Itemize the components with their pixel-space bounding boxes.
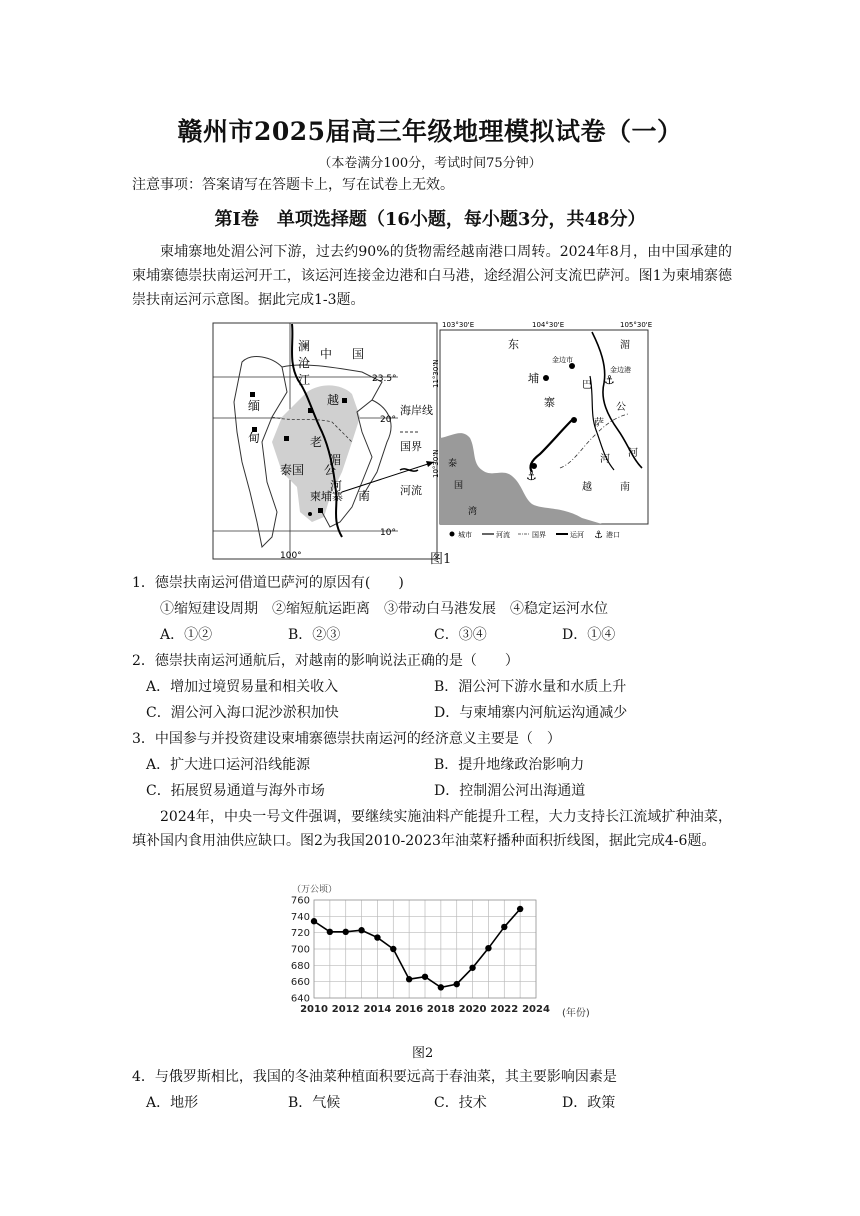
map-right-label: 金边市 (552, 356, 573, 364)
chart-ytick-label: 700 (290, 944, 310, 956)
map-right-label: 寨 (544, 396, 555, 409)
chart-xlabel: (年份) (562, 1008, 590, 1019)
question-4-option-d: D．政策 (562, 1095, 616, 1111)
chart-ytick-label: 720 (290, 928, 310, 940)
legend-river: 河流 (496, 531, 510, 539)
chart-data-point (390, 946, 396, 952)
question-2-option-d: D．与柬埔寨内河航运沟通减少 (434, 705, 628, 721)
question-4-option-c: C．技术 (434, 1095, 487, 1111)
lat-label: 11°30'N (432, 359, 440, 388)
chart-data-point (422, 974, 428, 980)
chart-data-point (485, 945, 491, 951)
chart-data-point (327, 929, 333, 935)
chart-data-point (358, 927, 364, 933)
question-4-stem: 4．与俄罗斯相比，我国的冬油菜种植面积要远高于春油菜，其主要影响因素是 (132, 1069, 617, 1085)
chart-xtick-label: 2014 (363, 1004, 392, 1015)
map-right-label: 金边港 (610, 366, 631, 374)
lat-label: 20° (380, 415, 396, 425)
map-left-label: 中 (320, 347, 333, 361)
legend-city: 城市 (458, 531, 472, 539)
chart-xtick-label: 2018 (426, 1004, 455, 1015)
chart-xtick-label: 2024 (522, 1004, 550, 1015)
map-left-label: 江 (298, 373, 311, 387)
map-right-label: 白马港 (496, 462, 517, 470)
chart-data-point (311, 918, 317, 924)
map-left-label: 甸 (248, 431, 261, 445)
legend-canal: 运河 (570, 531, 584, 539)
map-left-label: 老 (310, 435, 323, 449)
map-right-label: 国 (454, 481, 464, 491)
chart-data-point (517, 906, 523, 912)
map-left-label: 河 (330, 479, 343, 493)
question-1-stem: 1．德崇扶南运河借道巴萨河的原因有( ) (132, 575, 404, 591)
map-right-label: 埔 (528, 372, 539, 385)
map-left-label: 国 (352, 347, 365, 361)
lat-label: 10°30'N (432, 449, 440, 478)
question-1-option-c: C．③④ (434, 627, 487, 643)
notice: 注意事项：答案请写在答题卡上，写在试卷上无效。 (132, 177, 454, 193)
lat-label: 10° (380, 528, 396, 538)
map-left-label: 越 (327, 393, 340, 407)
chart-data-point (501, 924, 507, 930)
question-1-statements: ①缩短建设周期 ②缩短航运距离 ③带动白马港发展 ④稳定运河水位 (160, 601, 608, 617)
section-heading: 第Ⅰ卷 单项选择题（16小题，每小题3分，共48分） (214, 209, 646, 230)
chart-ytick-label: 640 (290, 993, 310, 1005)
chart-xtick-label: 2010 (300, 1004, 328, 1015)
legend-river: 河流 (400, 484, 422, 497)
lon-label: 104°30'E (532, 321, 565, 329)
chart-xtick-label: 2012 (331, 1004, 360, 1015)
chart-xtick-label: 2020 (458, 1004, 487, 1015)
question-4-option-a: A．地形 (146, 1095, 199, 1111)
legend-port: 港口 (606, 531, 620, 539)
legend-border: 国界 (400, 440, 422, 453)
question-4-option-b: B．气候 (288, 1095, 341, 1111)
anchor-icon: ⚓ (526, 469, 537, 483)
map-right-label: 河 (628, 448, 638, 459)
map-right (432, 318, 656, 548)
lon-label: 105°30'E (620, 321, 653, 329)
question-3-option-b: B．提升地缘政治影响力 (434, 757, 585, 773)
chart-ylabel: （万公顷） (292, 885, 338, 895)
question-2-stem: 2．德崇扶南运河通航后，对越南的影响说法正确的是（ ） (132, 653, 519, 669)
question-2-option-c: C．湄公河入海口泥沙淤积加快 (146, 705, 339, 721)
legend-border: 国界 (532, 531, 546, 539)
lon-label: 100° (280, 551, 302, 561)
question-1-option-d: D．①④ (562, 627, 616, 643)
map-right-label: 湄 (620, 340, 630, 351)
chart-xtick-label: 2022 (490, 1004, 519, 1015)
map-right-label: 东 (508, 338, 519, 351)
anchor-icon: ⚓ (604, 373, 615, 387)
chart-ytick-label: 760 (290, 895, 310, 907)
map-left-label: 柬埔寨 (310, 490, 343, 503)
figure-1-caption: 图1 (430, 552, 452, 567)
legend-coast: 海岸线 (400, 404, 433, 417)
map-left (212, 322, 438, 562)
question-3-option-c: C．拓展贸易通道与海外市场 (146, 783, 325, 799)
page-title: 赣州市2025届高三年级地理模拟试卷（一） (177, 117, 683, 146)
chart-data-point (454, 981, 460, 987)
chart-ytick-label: 680 (290, 960, 310, 972)
question-3-option-a: A．扩大进口运河沿线能源 (146, 757, 311, 773)
chart-data-point (438, 984, 444, 990)
question-1-option-a: A．①② (160, 627, 213, 643)
map-left-label: 湄 (329, 453, 342, 467)
anchor-icon: ⚓ (594, 530, 603, 541)
chart-data-point (343, 929, 349, 935)
chart-data-point (374, 934, 380, 940)
map-left-label: 缅 (248, 399, 261, 413)
chart-xtick-label: 2016 (395, 1004, 424, 1015)
map-right-label: 萨 (594, 418, 604, 429)
figure-2-caption: 图2 (412, 1046, 434, 1061)
map-right-label: 巴 (582, 380, 592, 391)
map-right-label: 越 (582, 482, 592, 493)
chart-ytick-label: 740 (290, 911, 310, 923)
passage-1: 柬埔寨地处湄公河下游，过去约90%的货物需经越南港口周转。2024年8月，由中国承建的柬埔寨德崇扶南运河开工，该运河连接金边港和白马港，途经湄公河支流巴萨河。图1为柬埔寨德崇扶南运河示意图。据此完成1-3题。 (132, 244, 732, 308)
question-3-option-d: D．控制湄公河出海通道 (434, 783, 586, 799)
map-left-label: 南 (358, 489, 371, 503)
chart-ytick-label: 660 (290, 977, 310, 989)
map-right-label: 泰 (448, 459, 458, 469)
map-left-label: 沧 (298, 356, 311, 370)
map-left-label: 泰国 (280, 463, 305, 477)
map-right-label: 河 (600, 454, 610, 465)
question-1-option-b: B．②③ (288, 627, 341, 643)
map-right-label: 南 (620, 482, 630, 493)
question-2-option-a: A．增加过境贸易量和相关收入 (146, 679, 339, 695)
chart-data-point (406, 976, 412, 982)
map-right-label: 湾 (468, 507, 478, 517)
chart-data-point (469, 965, 475, 971)
question-2-option-b: B．湄公河下游水量和水质上升 (434, 679, 627, 695)
map-right-label: 公 (616, 402, 626, 413)
map-left-label: 公 (324, 463, 337, 477)
exam-info: （本卷满分100分，考试时间75分钟） (318, 156, 542, 171)
question-3-stem: 3．中国参与并投资建设柬埔寨德崇扶南运河的经济意义主要是（ ） (132, 731, 561, 747)
lat-label: 23.5° (372, 374, 397, 384)
lon-label: 103°30'E (442, 321, 475, 329)
map-left-label: 澜 (298, 339, 311, 353)
passage-2: 2024年，中央一号文件强调，要继续实施油料产能提升工程，大力支持长江流域扩种油菜，填补国内食用油供应缺口。图2为我国2010-2023年油菜籽播种面积折线图，据此完成4-6题。 (132, 809, 732, 849)
rapeseed-area-chart (286, 880, 616, 1026)
